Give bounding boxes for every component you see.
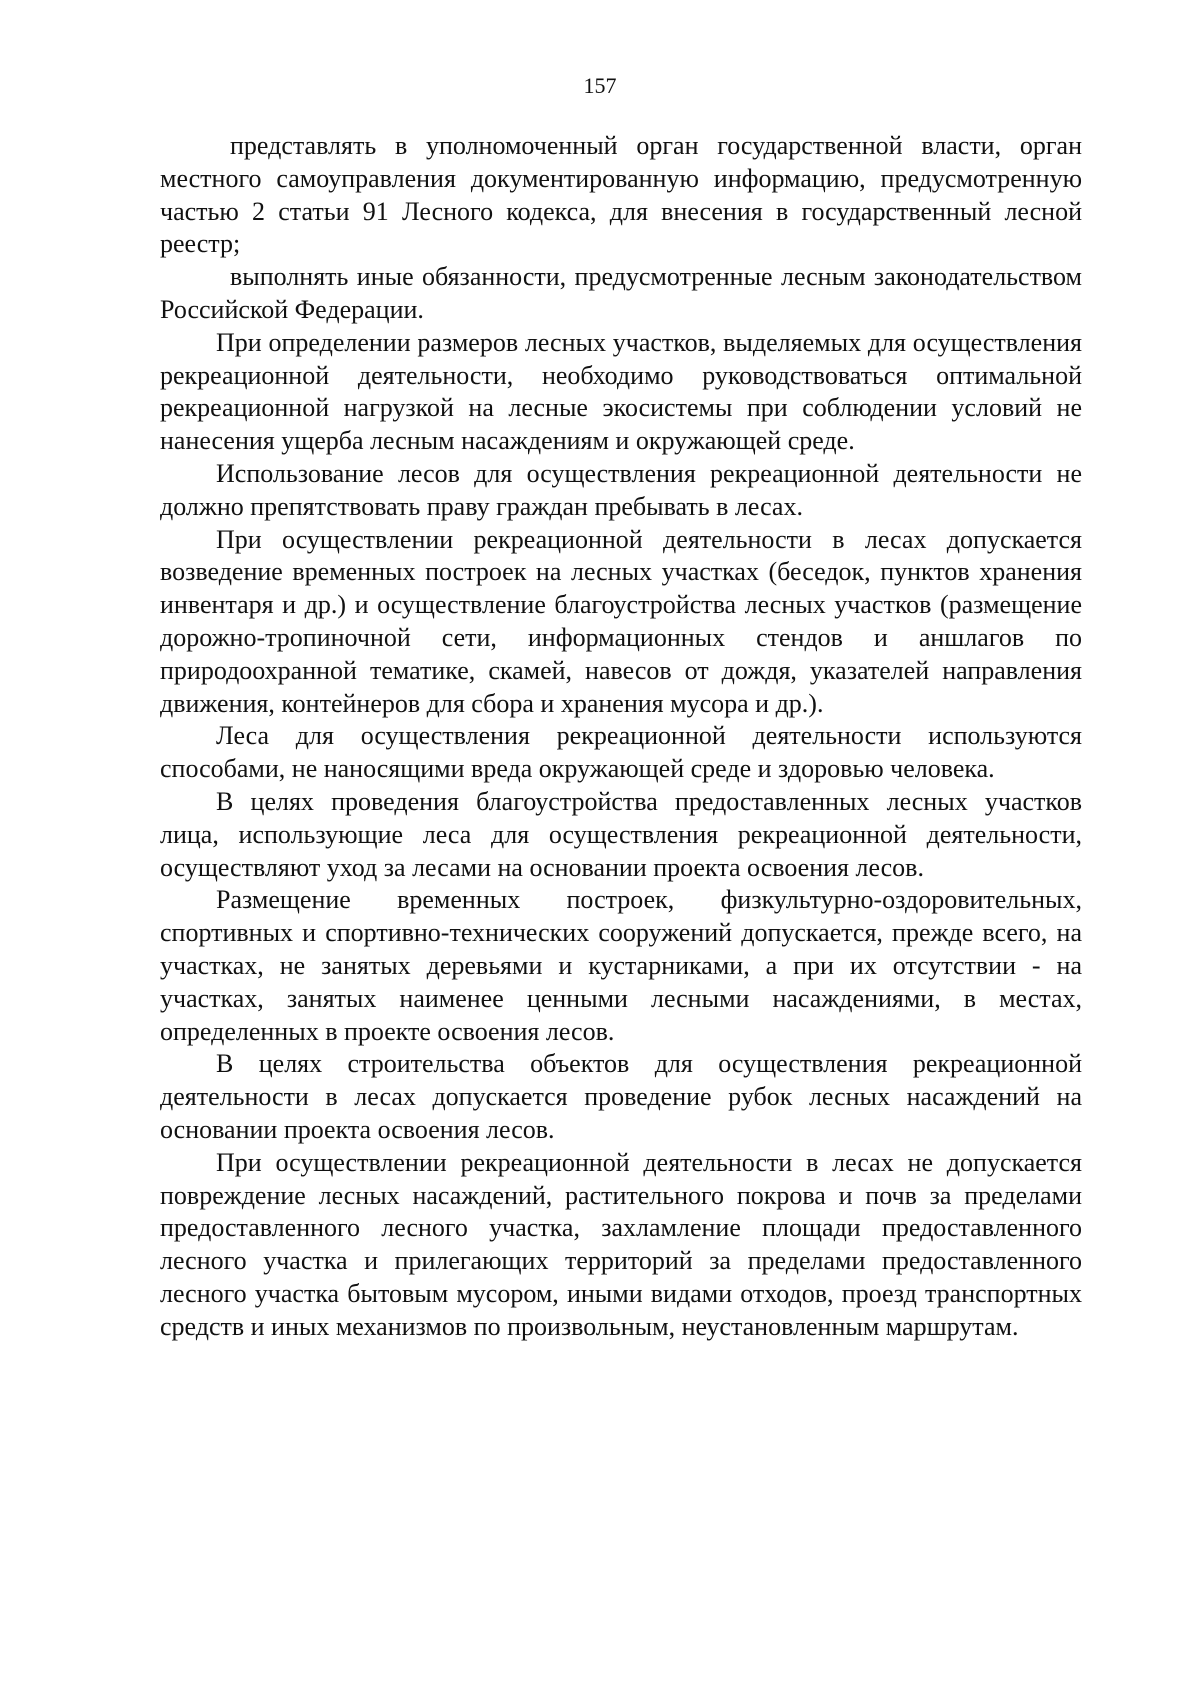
paragraph-harmless-use: Леса для осуществления рекреационной деятельности используются способами, не наносящими вреда окружающей среде и здоровью человека. <box>160 721 1082 784</box>
page-number: 157 <box>583 73 617 98</box>
paragraph-temporary-structures: При осуществлении рекреационной деятельности в лесах допускается возведение временных построек на лесных участках (беседок, пунктов хранения инвентаря и др.) и осуществление благоустройства лесных участков (размещение дорожно-тропиночной сети, информационных стендов и аншлагов по природоохранной тематике, скамей, навесов от дождя, указателей направления движения, контейнеров для сбора и хранения мусора и др.). <box>160 524 1082 718</box>
paragraph-logging: В целях строительства объектов для осуществления рекреационной деятельности в лесах допускается проведение рубок лесных насаждений на основании проекта освоения лесов. <box>160 1049 1082 1144</box>
paragraph-placement-rules: Размещение временных построек, физкультурно-оздоровительных, спортивных и спортивно-технических сооружений допускается, прежде всего, на участках, не занятых деревьями и кустарниками, а при их отсутствии - на участках, занятых наименее ценными лесными насаждениями, в местах, определенных в проекте освоения лесов. <box>160 885 1082 1046</box>
paragraph-reporting-duty: представлять в уполномоченный орган государственной власти, орган местного самоуправления документированную информацию, предусмотренную частью 2 статьи 91 Лесного кодекса, для внесения в государственный лесной реестр; <box>160 131 1082 259</box>
paragraph-other-duties: выполнять иные обязанности, предусмотренные лесным законодательством Российской Федерации. <box>160 262 1082 324</box>
body-text <box>160 130 1082 1343</box>
paragraph-prohibitions: При осуществлении рекреационной деятельности в лесах не допускается повреждение лесных насаждений, растительного покрова и почв за пределами предоставленного лесного участка, захламление площади предоставленного лесного участка и прилегающих территорий за пределами предоставленного лесного участка бытовым мусором, иными видами отходов, проезд транспортных средств и иных механизмов по произвольным, неустановленным маршрутам. <box>160 1147 1082 1341</box>
paragraph-citizen-access: Использование лесов для осуществления рекреационной деятельности не должно препятствовать праву граждан пребывать в лесах. <box>160 458 1082 521</box>
paragraph-plot-size: При определении размеров лесных участков, выделяемых для осуществления рекреационной деятельности, необходимо руководствоваться оптимальной рекреационной нагрузкой на лесные экосистемы при соблюдении условий не нанесения ущерба лесным насаждениям и окружающей среде. <box>160 327 1082 456</box>
paragraph-forest-care: В целях проведения благоустройства предоставленных лесных участков лица, использующие леса для осуществления рекреационной деятельности, осуществляют уход за лесами на основании проекта освоения лесов. <box>160 786 1082 882</box>
